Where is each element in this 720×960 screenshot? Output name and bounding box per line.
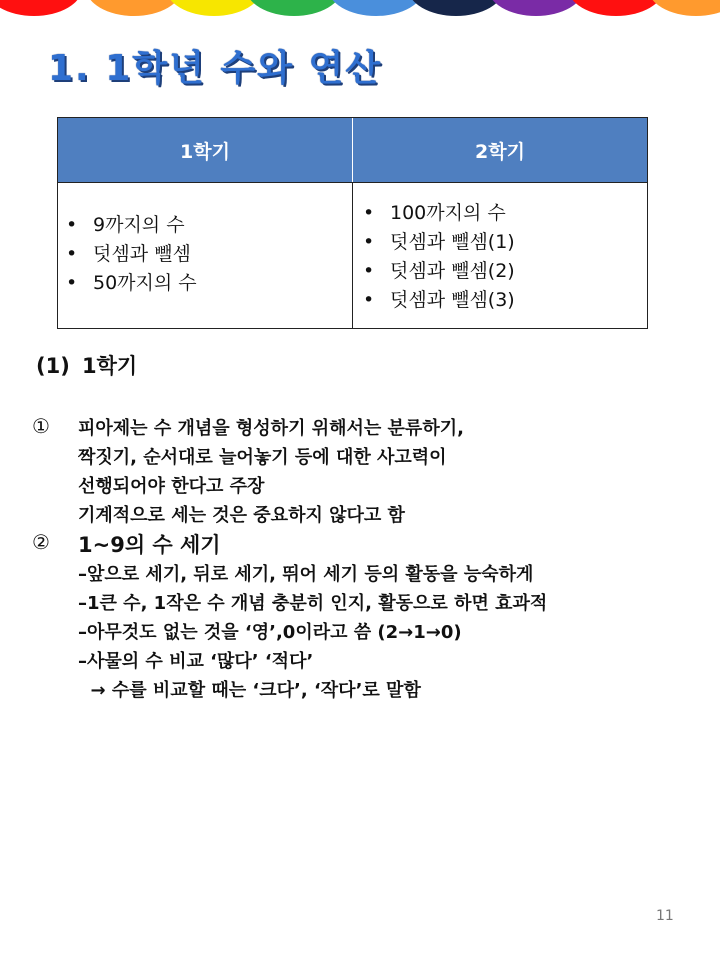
item-2-heading: 1~9의 수 세기 [78,533,221,557]
decor-blob-5 [328,0,424,16]
semester-1-list [66,211,197,298]
list-item: • 덧셈과 뺄셈 [66,240,197,269]
table-body-row [58,183,647,329]
decor-blob-8 [568,0,664,16]
decor-blob-3 [166,0,262,16]
item-2-text [78,530,547,705]
item-2-line: → 수를 비교할 때는 ‘크다’, ‘작다’로 말함 [78,680,421,701]
decor-blob-2 [86,0,182,16]
item-2-line: –앞으로 세기, 뒤로 세기, 뛰어 세기 등의 활동을 능숙하게 [78,564,534,585]
semester-1-cell [58,183,352,329]
section-heading [36,350,137,380]
decor-blob-9 [648,0,720,16]
semester-2-list [363,199,515,315]
rainbow-decoration [0,0,720,20]
decor-blob-7 [488,0,584,16]
item-1-line: 기계적으로 세는 것은 중요하지 않다고 함 [78,505,405,526]
semester-2-cell [352,183,647,329]
item-2-line: –아무것도 없는 것을 ‘영’,0이라고 씀 (2→1→0) [78,622,462,643]
item-1-line: 피아제는 수 개념을 형성하기 위해서는 분류하기, [78,418,464,439]
list-item: • 100까지의 수 [363,199,515,228]
decor-blob-4 [246,0,342,16]
table-header-row [58,118,647,183]
header-semester-1: 1학기 [180,140,230,163]
header-semester-2: 2학기 [352,118,647,182]
section-number: (1) [36,354,70,378]
list-item: • 덧셈과 뺄셈(3) [363,286,515,315]
section-label: 1학기 [82,354,138,378]
page-number: 11 [656,908,674,924]
curriculum-table [57,117,648,329]
list-item: • 덧셈과 뺄셈(2) [363,257,515,286]
item-1-line: 선행되어야 한다고 주장 [78,476,265,497]
decor-blob-6 [408,0,504,16]
list-item: • 9까지의 수 [66,211,197,240]
item-2-line: –사물의 수 비교 ‘많다’ ‘적다’ [78,651,314,672]
page-title: 1. 1학년 수와 연산 [48,48,383,89]
list-item: • 50까지의 수 [66,269,197,298]
decor-blob-1 [0,0,82,16]
item-2-marker: ② [32,530,50,554]
list-item: • 덧셈과 뺄셈(1) [363,228,515,257]
item-1-text [78,414,464,530]
item-1-line: 짝짓기, 순서대로 늘어놓기 등에 대한 사고력이 [78,447,447,468]
item-1-marker: ① [32,414,50,438]
item-2-line: –1큰 수, 1작은 수 개념 충분히 인지, 활동으로 하면 효과적 [78,593,548,614]
